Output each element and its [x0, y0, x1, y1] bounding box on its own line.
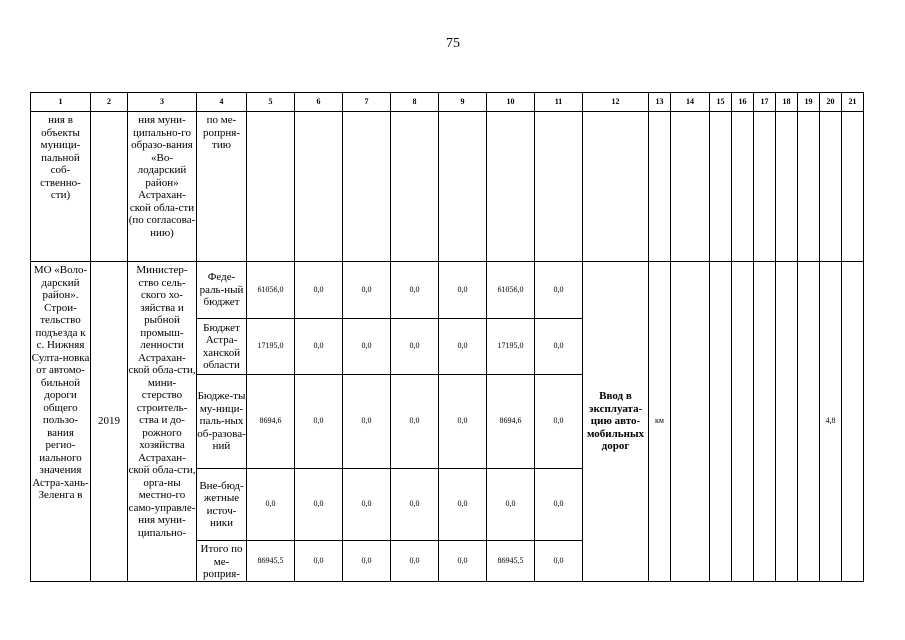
value-cell: 0,0 [343, 375, 391, 469]
header-cell: 15 [710, 93, 732, 112]
value-cell: 0,0 [439, 469, 487, 541]
value-cell: 0,0 [295, 319, 343, 375]
value-cell: 0,0 [439, 375, 487, 469]
empty-cell [91, 112, 128, 262]
value-cell: 0,0 [391, 262, 439, 319]
header-cell: 10 [487, 93, 535, 112]
header-row [31, 93, 864, 112]
value-cell: 0,0 [535, 541, 583, 582]
header-cell: 20 [820, 93, 842, 112]
value-cell: 0,0 [391, 319, 439, 375]
header-cell: 9 [439, 93, 487, 112]
value-cell: 0,0 [343, 541, 391, 582]
value-cell: 0,0 [535, 262, 583, 319]
funding-source: Бюджет Астра-ханской области [197, 319, 247, 375]
header-cell: 1 [31, 93, 91, 112]
program-table [30, 92, 864, 582]
empty-cell [487, 112, 535, 262]
target-value-cell: 4,8 [820, 262, 842, 582]
header-cell: 8 [391, 93, 439, 112]
value-cell: 0,0 [391, 375, 439, 469]
value-cell: 0,0 [343, 319, 391, 375]
header-cell: 3 [128, 93, 197, 112]
value-cell: 0,0 [295, 541, 343, 582]
value-cell: 0,0 [439, 541, 487, 582]
empty-cell [732, 112, 754, 262]
table-row [31, 112, 864, 262]
value-cell: 0,0 [439, 262, 487, 319]
empty-cell [671, 262, 710, 582]
header-cell: 12 [583, 93, 649, 112]
value-cell: 8694,6 [247, 375, 295, 469]
funding-source: Бюдже-ты му-ници-паль-ных об-разова-ний [197, 375, 247, 469]
value-cell: 17195,0 [487, 319, 535, 375]
value-cell: 17195,0 [247, 319, 295, 375]
header-cell: 21 [842, 93, 864, 112]
empty-cell [391, 112, 439, 262]
header-cell: 7 [343, 93, 391, 112]
header-cell: 4 [197, 93, 247, 112]
goal-indicator: Ввод в эксплуата-цию авто-мобильных дорог [583, 262, 649, 582]
empty-cell [710, 112, 732, 262]
header-cell: 17 [754, 93, 776, 112]
value-cell: 0,0 [343, 262, 391, 319]
empty-cell [754, 112, 776, 262]
value-cell: 0,0 [535, 375, 583, 469]
header-cell: 16 [732, 93, 754, 112]
value-cell: 86945,5 [247, 541, 295, 582]
empty-cell [842, 262, 864, 582]
value-cell: 0,0 [295, 262, 343, 319]
executor: Министер-ство сель-ского хо-зяйства и рыбной промыш-ленности Астрахан-ской обла-сти, мини-стерство строитель-ства и до-рожного хозяйства Астрахан-ской обла-сти, орга-ны местно-го само-управле-ния муни-ципально- [128, 262, 197, 582]
empty-cell [776, 112, 798, 262]
empty-cell [820, 112, 842, 262]
header-cell: 2 [91, 93, 128, 112]
funding-source: Вне-бюд-жетные источ-ники [197, 469, 247, 541]
value-cell: 0,0 [391, 469, 439, 541]
header-cell: 6 [295, 93, 343, 112]
object-name-cont: ния в объекты муници-пальной соб-ственно-сти) [31, 112, 91, 262]
empty-cell [842, 112, 864, 262]
page-number: 75 [446, 36, 460, 51]
funding-source: Феде-раль-ный бюджет [197, 262, 247, 319]
value-cell: 0,0 [487, 469, 535, 541]
value-cell: 0,0 [535, 469, 583, 541]
value-cell: 61056,0 [487, 262, 535, 319]
empty-cell [710, 262, 732, 582]
value-cell: 0,0 [391, 541, 439, 582]
value-cell: 86945,5 [487, 541, 535, 582]
funding-source-cont: по ме-ропрня-тию [197, 112, 247, 262]
header-cell: 5 [247, 93, 295, 112]
value-cell: 0,0 [535, 319, 583, 375]
empty-cell [247, 112, 295, 262]
object-name: МО «Воло-дарский район». Строи-тельство подъезда к с. Нижняя Султа-новка от автомо-бильной дороги общего пользо-вания регио-иального значения Астра-хань-Зеленга в [31, 262, 91, 582]
value-cell: 0,0 [295, 375, 343, 469]
empty-cell [535, 112, 583, 262]
unit-cell: км [649, 262, 671, 582]
empty-cell [754, 262, 776, 582]
header-cell: 19 [798, 93, 820, 112]
funding-source: Итого по ме-роприя- [197, 541, 247, 582]
value-cell: 0,0 [295, 469, 343, 541]
year: 2019 [91, 262, 128, 582]
empty-cell [343, 112, 391, 262]
value-cell: 0,0 [247, 469, 295, 541]
header-cell: 14 [671, 93, 710, 112]
empty-cell [295, 112, 343, 262]
header-cell: 13 [649, 93, 671, 112]
empty-cell [798, 112, 820, 262]
empty-cell [583, 112, 649, 262]
table-row [31, 262, 864, 319]
empty-cell [732, 262, 754, 582]
executor-cont: ния муни-ципально-го образо-вания «Во-лодарский район» Астрахан-ской обла-сти (по согласова-нию) [128, 112, 197, 262]
value-cell: 0,0 [439, 319, 487, 375]
value-cell: 0,0 [343, 469, 391, 541]
header-cell: 11 [535, 93, 583, 112]
header-cell: 18 [776, 93, 798, 112]
empty-cell [649, 112, 671, 262]
empty-cell [671, 112, 710, 262]
value-cell: 8694,6 [487, 375, 535, 469]
empty-cell [776, 262, 798, 582]
empty-cell [439, 112, 487, 262]
empty-cell [798, 262, 820, 582]
value-cell: 61056,0 [247, 262, 295, 319]
